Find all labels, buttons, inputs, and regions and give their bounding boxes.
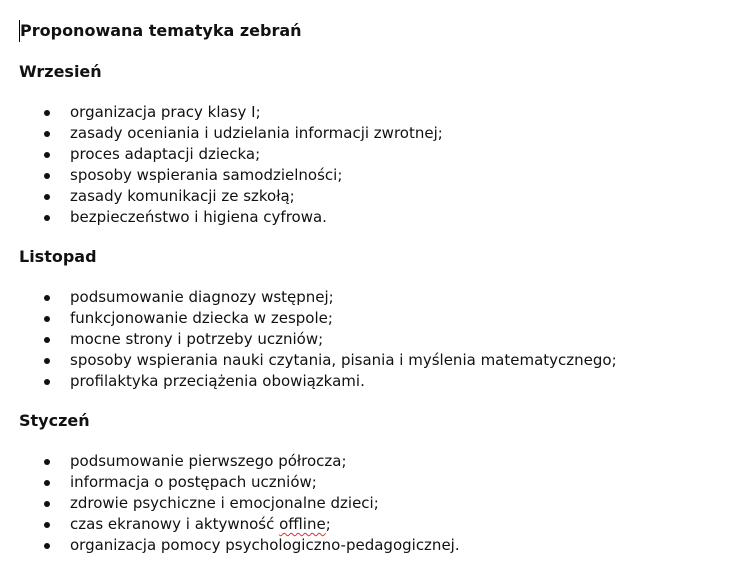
list-item-text: profilaktyka przeciążenia obowiązkami. — [70, 372, 365, 390]
bullet-icon — [44, 337, 50, 343]
bullet-icon — [44, 194, 50, 200]
list-item — [0, 165, 750, 186]
section-listopad — [0, 245, 750, 392]
list-item-text: sposoby wspierania nauki czytania, pisania i myślenia matematycznego; — [70, 351, 617, 369]
list-item — [0, 329, 750, 350]
list-item-text-part: ; — [325, 515, 331, 533]
list-item-text: mocne strony i potrzeby uczniów; — [70, 330, 324, 348]
bullet-icon — [44, 173, 50, 179]
list-item — [0, 451, 750, 472]
list-item-text: podsumowanie diagnozy wstępnej; — [70, 288, 334, 306]
list-item-text: zdrowie psychiczne i emocjonalne dzieci; — [70, 494, 379, 512]
list-item — [0, 371, 750, 392]
bullet-icon — [44, 379, 50, 385]
section-heading: Listopad — [19, 247, 97, 266]
bullet-list — [0, 102, 750, 228]
list-item — [0, 102, 750, 123]
bullet-icon — [44, 215, 50, 221]
list-item — [0, 350, 750, 371]
section-heading: Wrzesień — [19, 62, 102, 81]
list-item-text-part: czas ekranowy i aktywność — [70, 515, 280, 533]
bullet-icon — [44, 501, 50, 507]
list-item — [0, 472, 750, 493]
list-item-text: organizacja pomocy psychologiczno-pedagogicznej. — [70, 536, 460, 554]
list-item — [0, 493, 750, 514]
list-item — [0, 123, 750, 144]
list-item-text: informacja o postępach uczniów; — [70, 473, 317, 491]
bullet-list — [0, 451, 750, 556]
bullet-icon — [44, 480, 50, 486]
list-item-text: sposoby wspierania samodzielności; — [70, 166, 343, 184]
list-item-text: zasady oceniania i udzielania informacji zwrotnej; — [70, 124, 443, 142]
section-styczen — [0, 409, 750, 556]
list-item — [0, 514, 750, 535]
list-item-text: bezpieczeństwo i higiena cyfrowa. — [70, 208, 327, 226]
list-item — [0, 535, 750, 556]
list-item — [0, 144, 750, 165]
list-item-text: proces adaptacji dziecka; — [70, 145, 261, 163]
bullet-icon — [44, 459, 50, 465]
bullet-icon — [44, 543, 50, 549]
bullet-icon — [44, 152, 50, 158]
section-heading: Styczeń — [19, 411, 90, 430]
list-item — [0, 186, 750, 207]
list-item — [0, 207, 750, 228]
list-item — [0, 308, 750, 329]
bullet-icon — [44, 131, 50, 137]
bullet-icon — [44, 110, 50, 116]
list-item — [0, 287, 750, 308]
bullet-list — [0, 287, 750, 392]
spellcheck-flagged-word[interactable]: offline — [279, 515, 326, 533]
list-item-text: funkcjonowanie dziecka w zespole; — [70, 309, 333, 327]
list-item-text: organizacja pracy klasy I; — [70, 103, 261, 121]
bullet-icon — [44, 522, 50, 528]
list-item-text — [70, 514, 331, 535]
list-item-text: podsumowanie pierwszego półrocza; — [70, 452, 347, 470]
list-item-text: zasady komunikacji ze szkołą; — [70, 187, 295, 205]
bullet-icon — [44, 295, 50, 301]
section-wrzesien — [0, 60, 750, 228]
bullet-icon — [44, 358, 50, 364]
bullet-icon — [44, 316, 50, 322]
document-title: Proponowana tematyka zebrań — [20, 21, 302, 40]
